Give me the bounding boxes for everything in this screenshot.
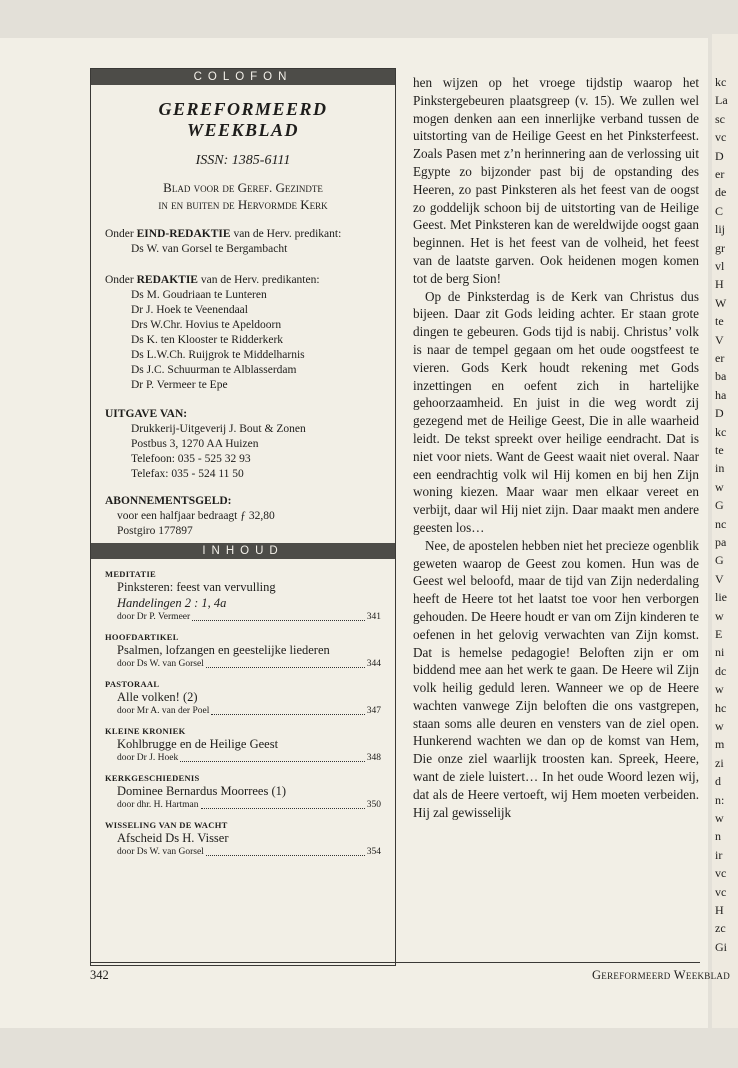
- adjacent-page-fragment: lie: [715, 590, 727, 605]
- toc-author: door Dr J. Hoek: [117, 753, 179, 763]
- redaktie-person: Ds K. ten Klooster te Ridderkerk: [131, 334, 284, 346]
- toc-byline: [105, 846, 381, 859]
- toc-category: MEDITATIE: [105, 569, 157, 579]
- redaktie-prefix: Onder: [105, 274, 134, 286]
- adjacent-page-fragment: V: [715, 571, 724, 586]
- adjacent-page-fragment: ni: [715, 645, 725, 660]
- toc-page: 348: [366, 753, 381, 763]
- adjacent-page-fragment: dc: [715, 663, 727, 678]
- toc-author: door Ds W. van Gorsel: [117, 659, 204, 669]
- toc-title: Afscheid Ds H. Visser: [117, 831, 229, 845]
- adjacent-page-fragment: w: [715, 811, 724, 825]
- adjacent-page-fragment: te: [715, 443, 724, 457]
- adjacent-page-fragment: te: [715, 314, 724, 329]
- abonnement-label: ABONNEMENTSGELD:: [105, 495, 232, 507]
- toc-leader-dots: [201, 799, 365, 809]
- adjacent-page-fragment: H: [715, 903, 724, 917]
- redaktie-person: Drs W.Chr. Hovius te Apeldoorn: [131, 319, 282, 331]
- adjacent-page-fragment: C: [715, 203, 724, 218]
- redaktie: [91, 273, 395, 393]
- adjacent-page-fragment: zc: [715, 921, 726, 936]
- redaktie-person: Ds L.W.Ch. Ruijgrok te Middelharnis: [131, 349, 305, 361]
- adjacent-page-fragment: kc: [715, 424, 727, 439]
- adjacent-page-fragment: ha: [715, 387, 727, 402]
- toc-title: Kohlbrugge en de Heilige Geest: [117, 737, 279, 751]
- toc-entry: [105, 726, 381, 765]
- adjacent-page-fragment: D: [715, 148, 724, 163]
- eindredaktie-suffix: van de Herv. predikant:: [233, 228, 342, 240]
- uitgave-line: Postbus 3, 1270 AA Huizen: [131, 438, 259, 450]
- uitgave-label: UITGAVE VAN:: [105, 408, 188, 420]
- adjacent-page-fragment: Gi: [715, 939, 727, 954]
- toc-page: 347: [366, 706, 381, 716]
- adjacent-page-fragment: m: [715, 737, 725, 752]
- redaktie-person: Ds J.C. Schuurman te Alblasserdam: [131, 364, 297, 376]
- toc-entry: [105, 569, 381, 624]
- toc-category: HOOFDARTIKEL: [105, 632, 179, 642]
- toc-page: 354: [366, 847, 381, 857]
- abonnement: [91, 494, 395, 539]
- adjacent-page-fragment: sc: [715, 111, 725, 126]
- redaktie-person: Dr J. Hoek te Veenendaal: [131, 304, 248, 316]
- toc-category: KERKGESCHIEDENIS: [105, 773, 200, 783]
- adjacent-page-fragment: vc: [715, 130, 727, 145]
- adjacent-page-fragment: La: [715, 93, 728, 108]
- eindredaktie-prefix: Onder: [105, 228, 134, 240]
- toc-byline: [105, 658, 381, 671]
- colofon-header: COLOFON: [91, 69, 395, 85]
- toc-leader-dots: [180, 752, 365, 762]
- toc-author: door dhr. H. Hartman: [117, 800, 199, 810]
- eindredaktie-label: EIND-REDAKTIE: [136, 228, 231, 240]
- inhoud-header: INHOUD: [91, 543, 395, 559]
- adjacent-page-fragment: E: [715, 627, 723, 641]
- running-head: Gereformeerd Weekblad: [591, 968, 730, 982]
- adjacent-page-fragment: lij: [715, 222, 726, 237]
- redaktie-suffix: van de Herv. predikanten:: [200, 274, 320, 286]
- adjacent-page-fragment: hc: [715, 700, 727, 715]
- adjacent-page-fragment: ir: [715, 847, 723, 862]
- adjacent-page-fragment: w: [715, 479, 724, 494]
- adjacent-page-fragment: H: [715, 277, 724, 292]
- colofon-box: [90, 68, 396, 966]
- toc-author: door Ds W. van Gorsel: [117, 847, 204, 857]
- toc-byline: [105, 799, 381, 812]
- adjacent-page-fragment: n:: [715, 792, 725, 807]
- eindredaktie: [91, 227, 395, 257]
- abonnement-line: voor een halfjaar bedraagt ƒ 32,80: [117, 510, 275, 522]
- toc-title: Psalmen, lofzangen en geestelijke liederen: [117, 643, 330, 657]
- adjacent-page-fragment: G: [715, 553, 724, 568]
- article-body: [413, 74, 699, 821]
- toc-page: 350: [366, 800, 381, 810]
- adjacent-page-fragment: vl: [715, 259, 725, 273]
- adjacent-page-edge: [712, 34, 738, 1028]
- toc-page: 341: [366, 612, 381, 622]
- subtitle-line-2: in en buiten de Hervormde Kerk: [158, 197, 328, 212]
- adjacent-page-fragment: vc: [715, 884, 727, 899]
- toc-leader-dots: [206, 846, 365, 856]
- adjacent-page-fragment: vc: [715, 866, 727, 881]
- toc-leader-dots: [206, 658, 365, 668]
- adjacent-page-fragment: w: [715, 682, 724, 697]
- toc-category: KLEINE KRONIEK: [105, 726, 186, 736]
- adjacent-page-fragment: er: [715, 167, 725, 181]
- adjacent-page-fragment: G: [715, 498, 724, 513]
- uitgave-line: Telefax: 035 - 524 11 50: [131, 468, 244, 480]
- toc-category: PASTORAAL: [105, 679, 160, 689]
- toc-leader-dots: [211, 705, 364, 715]
- redaktie-label: REDAKTIE: [136, 274, 198, 286]
- adjacent-page-fragment: w: [715, 608, 724, 623]
- issn: ISSN: 1385-6111: [195, 153, 291, 168]
- adjacent-page-fragment: V: [715, 332, 724, 347]
- subtitle-line-1: Blad voor de Geref. Gezindte: [163, 180, 323, 195]
- toc-byline: [105, 611, 381, 624]
- adjacent-page-fragment: gr: [715, 240, 725, 255]
- toc-entry: [105, 632, 381, 671]
- uitgave: [91, 407, 395, 482]
- adjacent-page-fragment: zi: [715, 755, 724, 770]
- toc-author: door Mr A. van der Poel: [117, 706, 210, 716]
- masthead: [91, 99, 395, 141]
- adjacent-page-fragment: W: [715, 295, 727, 310]
- table-of-contents: [91, 559, 395, 859]
- uitgave-line: Drukkerij-Uitgeverij J. Bout & Zonen: [131, 423, 306, 435]
- toc-leader-dots: [192, 611, 365, 621]
- toc-category: WISSELING VAN DE WACHT: [105, 820, 228, 830]
- toc-title: Alle volken! (2): [117, 690, 198, 704]
- toc-subtitle: Handelingen 2 : 1, 4a: [117, 596, 227, 610]
- article-paragraph: Op de Pinksterdag is de Kerk van Christus dus bijeen. Daar zit Gods leiding achter. Er staan grote dingen te gebeuren. Gods tijd is nabij. Christus’ volk is naar de tempel gegaan om het oude oogstfeest te vieren. Gods Kerk houdt rekening met Gods inzettingen en oefent zich in hartelijke gehoorzaamheid. En juist in die weg wordt zij gezegend met de Heilige Geest, Die in alle waarheid leidt. De tekst spreekt over heilige eendracht. Dat is niet voor niets. Want de Geest waait niet overal. Naar een eendrachtig volk wil Hij komen en bij hen Zijn woning kiezen. Maar waar men elkaar vereet en verbijt, daar wil Hij niet zijn. Daar maakt men andere geesten los…: [413, 288, 699, 535]
- adjacent-page-fragment: in: [715, 461, 725, 476]
- toc-entry: [105, 679, 381, 718]
- uitgave-line: Telefoon: 035 - 525 32 93: [131, 453, 251, 465]
- adjacent-page-fragment: nc: [715, 516, 727, 531]
- toc-entry: [105, 773, 381, 812]
- toc-title: Pinksteren: feest van vervulling: [117, 580, 276, 594]
- adjacent-page-fragment: w: [715, 719, 724, 733]
- adjacent-page-fragment: n: [715, 829, 721, 844]
- article-paragraph: Nee, de apostelen hebben niet het precieze ogenblik geweten waarop de Geest zou komen. Hun was de Geest wel beloofd, maar de tijd van Zijn nederdaling heeft de Heere tot het laatst toe voor hen verborgen gehouden. De Heere houdt er van om Zijn kinderen te oefenen in het gelovig verwachten van Zijn komst. Dat is hemelse pedagogie! Beloften zijn er om biddend mee aan het werk te gaan. De Heere wil Zijn volk heilig geduld leren. Wanneer we op de Heere wachten vanwege Zijn beloften die ons vastgrepen, staan soms alle deuren en vensters van de ziel open. Hunkerend wachten we dan op de komst van Hem, Die onze ziel waarlijk troosten kan. Spreek, Heere, want de ziele luistert… In het oude Woord lezen wij, dat als de Heere vertoeft, wij Hem moeten verbeiden. Hij zal gewisselijk: [413, 537, 699, 820]
- toc-entry: [105, 820, 381, 859]
- toc-byline: [105, 752, 381, 765]
- toc-byline: [105, 705, 381, 718]
- abonnement-line: Postgiro 177897: [117, 525, 193, 537]
- publication-subtitle: [91, 179, 395, 213]
- redaktie-person: Ds M. Goudriaan te Lunteren: [131, 289, 267, 301]
- toc-author: door Dr P. Vermeer: [117, 612, 191, 622]
- toc-page: 344: [366, 659, 381, 669]
- adjacent-page-fragment: D: [715, 406, 724, 421]
- adjacent-page-fragment: kc: [715, 75, 727, 89]
- adjacent-page-fragment: pa: [715, 535, 727, 549]
- adjacent-page-fragment: d: [715, 774, 721, 789]
- masthead-line-1: GEREFORMEERD: [158, 99, 328, 119]
- masthead-line-2: WEEKBLAD: [186, 120, 300, 140]
- eindredaktie-person: Ds W. van Gorsel te Bergambacht: [131, 243, 288, 255]
- footer-rule: [90, 962, 700, 963]
- article-paragraph: hen wijzen op het vroege tijdstip waarop het Pinkstergebeuren plaatsgreep (v. 15). We zullen wel mogen denken aan een innerlijke verband tussen de uitstorting van de Heilige Geest en het Pinksterfeest. Zoals Pasen met z’n herinnering aan de verlossing uit Egypte zo bijzonder past bij de opstanding des Heeren, zo past Pinksteren als het feest van de oogst zo goddelijk schoon bij de uitstorting van de Heilige Geest. Met Pinksteren kan de wereldwijde oogst gaan beginnen. Het is het feest van de volheid, het feest van de laatste garven. Ook heidenen mogen komen tot de berg Sion!: [413, 75, 699, 286]
- redaktie-person: Dr P. Vermeer te Epe: [131, 379, 228, 391]
- adjacent-page-fragment: ba: [715, 369, 727, 384]
- toc-title: Dominee Bernardus Moorrees (1): [117, 784, 287, 798]
- page-number: 342: [90, 968, 109, 982]
- adjacent-page-fragment: er: [715, 351, 725, 365]
- adjacent-page-fragment: de: [715, 185, 727, 200]
